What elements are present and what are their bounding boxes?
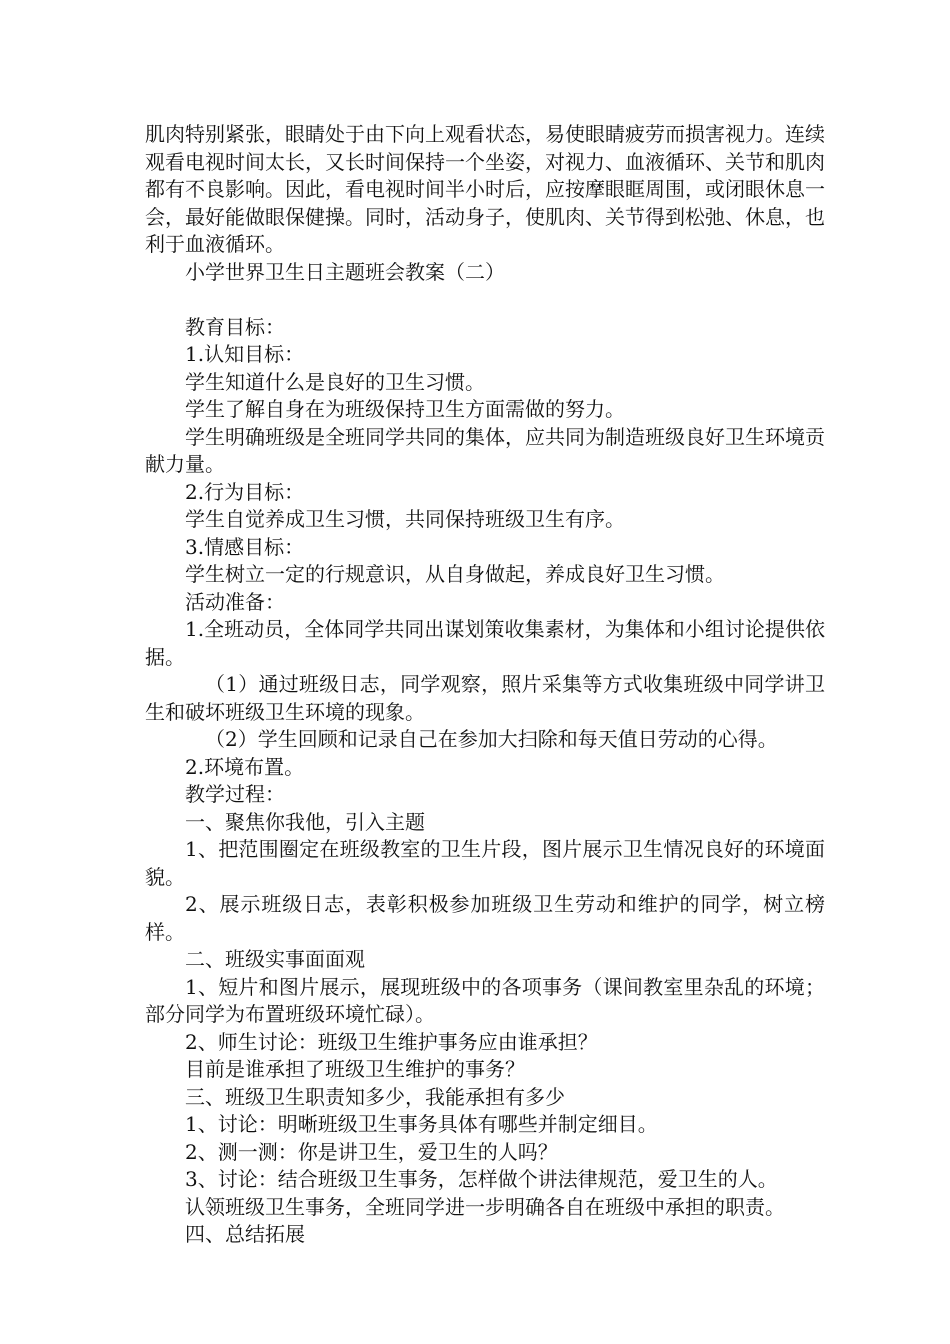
body-paragraph: 学生树立一定的行规意识，从自身做起，养成良好卫生习惯。 xyxy=(185,562,725,586)
body-paragraph: 2、展示班级日志，表彰积极参加班级卫生劳动和维护的同学，树立榜样。 xyxy=(145,892,825,944)
body-paragraph: （2）学生回顾和记录自己在参加大扫除和每天值日劳动的心得。 xyxy=(205,727,778,751)
body-paragraph: 学生知道什么是良好的卫生习惯。 xyxy=(185,369,485,394)
body-paragraph: 肌肉特别紧张，眼睛处于由下向上观看状态，易使眼睛疲劳而损害视力。连续观看电视时间太长，又长时间保持一个坐姿，对视力、血液循环、关节和肌肉都有不良影响。因此，看电视时间半小时后，应按摩眼眶周围，或闭眼休息一会，最好能做眼保健操。同时，活动身子，使肌肉、关节得到松弛、休息，也利于血液循环。 xyxy=(145,122,825,256)
heading-education-goals: 教育目标： xyxy=(185,314,285,339)
subheading-part-four: 四、总结拓展 xyxy=(185,1222,305,1246)
body-paragraph: 1、讨论：明晰班级卫生事务具体有哪些并制定细目。 xyxy=(185,1112,658,1136)
body-paragraph: 2、测一测：你是讲卫生，爱卫生的人吗？ xyxy=(185,1139,558,1164)
body-paragraph: 1.全班动员，全体同学共同出谋划策收集素材，为集体和小组讨论提供依据。 xyxy=(145,617,825,669)
subheading-part-two: 二、班级实事面面观 xyxy=(185,947,365,971)
body-paragraph: 学生明确班级是全班同学共同的集体，应共同为制造班级良好卫生环境贡献力量。 xyxy=(145,424,825,476)
body-paragraph: 目前是谁承担了班级卫生维护的事务？ xyxy=(185,1057,525,1081)
subheading-part-one: 一、聚焦你我他，引入主题 xyxy=(185,809,425,834)
heading-teaching-process: 教学过程： xyxy=(185,782,285,806)
subheading-part-three: 三、班级卫生职责知多少，我能承担有多少 xyxy=(185,1084,565,1109)
heading-activity-preparation: 活动准备： xyxy=(185,589,285,614)
body-paragraph: 认领班级卫生事务，全班同学进一步明确各自在班级中承担的职责。 xyxy=(185,1194,785,1219)
blank-line xyxy=(145,286,825,314)
body-paragraph: 1、短片和图片展示，展现班级中的各项事务（课间教室里杂乱的环境；部分同学为布置班级环境忙碌）。 xyxy=(145,974,825,1026)
body-paragraph: 3、讨论：结合班级卫生事务，怎样做个讲法律规范，爱卫生的人。 xyxy=(185,1167,778,1191)
subheading-behavior-goal: 2.行为目标： xyxy=(185,479,305,504)
body-paragraph: 1、把范围圈定在班级教室的卫生片段，图片展示卫生情况良好的环境面貌。 xyxy=(145,837,825,889)
section-title: 小学世界卫生日主题班会教案（二） xyxy=(185,259,505,284)
body-paragraph: 学生了解自身在为班级保持卫生方面需做的努力。 xyxy=(185,397,625,421)
subheading-cognitive-goal: 1.认知目标： xyxy=(185,342,305,366)
body-paragraph: 学生自觉养成卫生习惯，共同保持班级卫生有序。 xyxy=(185,507,625,531)
body-paragraph: （1）通过班级日志，同学观察，照片采集等方式收集班级中同学讲卫生和破坏班级卫生环境的现象。 xyxy=(145,672,825,724)
body-paragraph: 2.环境布置。 xyxy=(185,754,305,779)
document-page xyxy=(145,121,825,1249)
body-paragraph: 2、师生讨论：班级卫生维护事务应由谁承担？ xyxy=(185,1029,598,1054)
subheading-emotional-goal: 3.情感目标： xyxy=(185,534,305,559)
